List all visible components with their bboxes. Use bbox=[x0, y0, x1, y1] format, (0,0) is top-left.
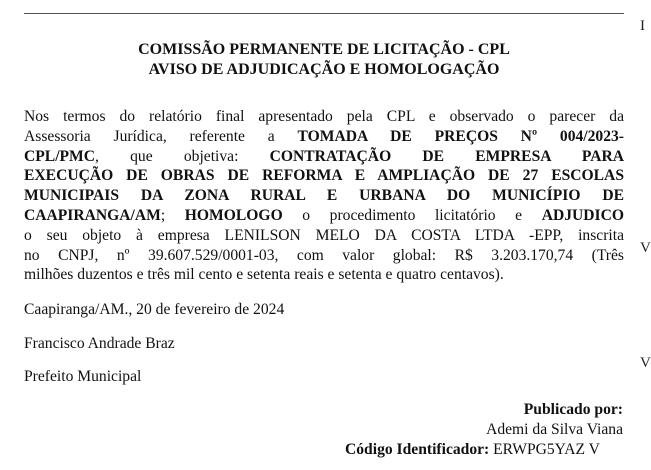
publisher-name: Ademi da Silva Viana bbox=[486, 421, 623, 438]
signatory-title: Prefeito Municipal bbox=[24, 368, 142, 385]
heading-commission: COMISSÃO PERMANENTE DE LICITAÇÃO - CPL bbox=[138, 41, 510, 58]
body-line: Nos termos do relatório final apresentado pela CPL e observado o parecer da bbox=[24, 108, 624, 125]
notice-body bbox=[24, 107, 624, 285]
document-heading bbox=[24, 40, 624, 80]
adjacent-column-fragment: V bbox=[640, 355, 651, 371]
identifier-label: Código Identificador: bbox=[345, 441, 490, 458]
body-line: MUNICIPAIS DA ZONA RURAL E URBANA DO MUNICÍPIO DE bbox=[24, 187, 624, 205]
place-date: Caapiranga/AM., 20 de fevereiro de 2024 bbox=[24, 301, 285, 318]
heading-notice-title: AVISO DE ADJUDICAÇÃO E HOMOLOGAÇÃO bbox=[148, 61, 500, 78]
body-line: milhões duzentos e três mil cento e setenta reais e setenta e quatro centavos). bbox=[24, 266, 504, 284]
body-line: Assessoria Jurídica, referente a TOMADA DE PREÇOS Nº 004/2023- bbox=[24, 127, 624, 145]
identifier-code bbox=[345, 440, 600, 460]
contract-object: CONTRATAÇÃO DE EMPRESA PARA bbox=[269, 147, 625, 165]
body-line: CAAPIRANGA/AM; HOMOLOGO o procedimento licitatório e ADJUDICO bbox=[24, 206, 624, 224]
adjacent-column-fragment: I bbox=[640, 18, 645, 34]
body-line: no CNPJ, nº 39.607.529/0001-03, com valor global: R$ 3.203.170,74 (Três bbox=[24, 246, 624, 264]
tender-reference: TOMADA DE PREÇOS Nº 004/2023- bbox=[297, 127, 624, 145]
adjudication-keyword: ADJUDICO bbox=[541, 206, 624, 224]
publisher-label: Publicado por: bbox=[523, 401, 623, 418]
body-line: CPL/PMC, que objetiva: CONTRATAÇÃO DE EMPRESA PARA bbox=[24, 147, 625, 165]
adjacent-column-fragment: V bbox=[588, 441, 600, 458]
top-divider bbox=[24, 13, 624, 14]
identifier-value: ERWPG5YAZ bbox=[493, 441, 585, 458]
homologation-keyword: HOMOLOGO bbox=[184, 206, 283, 224]
signatory-name: Francisco Andrade Braz bbox=[24, 335, 175, 352]
body-line: o seu objeto à empresa LENILSON MELO DA COSTA LTDA -EPP, inscrita bbox=[24, 226, 624, 244]
adjacent-column-fragment: V bbox=[640, 240, 651, 256]
body-line: EXECUÇÃO DE OBRAS DE REFORMA E AMPLIAÇÃO DE 27 ESCOLAS bbox=[24, 167, 624, 185]
